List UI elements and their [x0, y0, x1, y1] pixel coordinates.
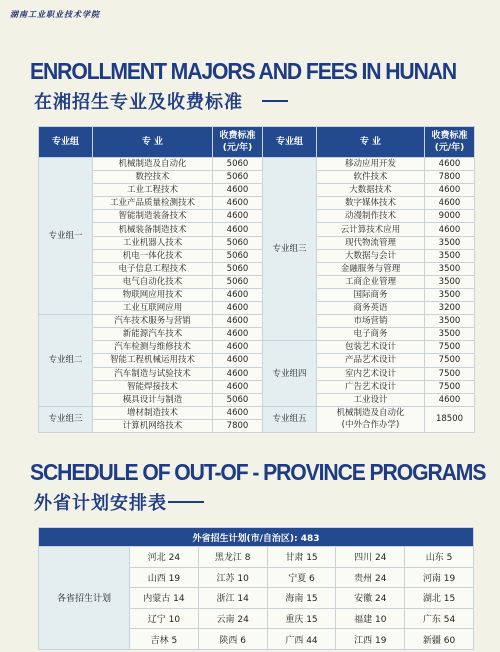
province-quota: 甘肃 15 — [267, 547, 336, 568]
major-fee: 5060 — [213, 171, 263, 184]
province-quota: 山东 5 — [405, 547, 474, 568]
table-row — [39, 380, 475, 393]
header-major-left: 专 业 — [93, 127, 213, 158]
major-name: 工业机器人技术 — [93, 236, 213, 249]
major-fee: 7500 — [425, 354, 475, 367]
table-row — [39, 236, 475, 249]
major-fee: 7500 — [425, 341, 475, 354]
header-major-right: 专 业 — [317, 127, 425, 158]
major-fee: 4600 — [213, 223, 263, 236]
table-row — [39, 547, 474, 568]
table-row — [39, 171, 475, 184]
out-of-province-table — [38, 527, 474, 650]
province-quota: 广西 44 — [267, 629, 336, 650]
major-name: 增材制造技术 — [93, 406, 213, 419]
province-quota: 湖北 15 — [405, 588, 474, 609]
province-quota: 新疆 60 — [405, 629, 474, 650]
major-name: 大数据技术 — [317, 184, 425, 197]
major-name: 室内艺术设计 — [317, 367, 425, 380]
province-quota: 江西 19 — [336, 629, 405, 650]
major-name-line1: 机械制造及自动化 — [336, 408, 405, 419]
group-label: 专业组二 — [39, 315, 93, 407]
major-name: 工业工程技术 — [93, 184, 213, 197]
table-row — [39, 158, 475, 171]
major-fee: 5060 — [213, 275, 263, 288]
header-group-left: 专业组 — [39, 127, 93, 158]
major-fee: 4600 — [425, 393, 475, 406]
major-fee: 7500 — [425, 367, 475, 380]
group-label: 专业组三 — [263, 158, 317, 341]
major-fee: 7500 — [425, 380, 475, 393]
major-fee: 7800 — [213, 419, 263, 432]
major-fee: 4600 — [213, 354, 263, 367]
major-name: 金融服务与管理 — [317, 262, 425, 275]
major-fee: 4600 — [425, 223, 475, 236]
major-name — [317, 406, 425, 432]
major-name: 包装艺术设计 — [317, 341, 425, 354]
header-group-right: 专业组 — [263, 127, 317, 158]
header-fee-right — [425, 127, 475, 158]
major-name: 汽车制造与试验技术 — [93, 367, 213, 380]
province-quota: 安徽 24 — [336, 588, 405, 609]
major-fee: 5060 — [213, 158, 263, 171]
major-fee: 4600 — [213, 288, 263, 301]
table-row — [39, 184, 475, 197]
province-quota: 云南 24 — [198, 608, 267, 629]
province-quota: 浙江 14 — [198, 588, 267, 609]
major-name: 国际商务 — [317, 288, 425, 301]
header-fee-unit: (元/年) — [222, 143, 253, 153]
major-name: 数字媒体技术 — [317, 197, 425, 210]
major-fee: 4600 — [213, 367, 263, 380]
major-name: 物联网应用技术 — [93, 288, 213, 301]
table-row — [39, 367, 475, 380]
province-quota: 四川 24 — [336, 547, 405, 568]
major-name: 电子商务 — [317, 328, 425, 341]
major-name: 机械装备制造技术 — [93, 223, 213, 236]
province-quota: 广东 54 — [405, 608, 474, 629]
major-fee: 9000 — [425, 210, 475, 223]
major-name: 软件技术 — [317, 171, 425, 184]
province-quota: 吉林 5 — [130, 629, 199, 650]
province-quota: 河南 19 — [405, 567, 474, 588]
group-label: 专业组三 — [39, 406, 93, 432]
major-fee: 7800 — [425, 171, 475, 184]
major-name: 机电一体化技术 — [93, 249, 213, 262]
major-name: 模具设计与制造 — [93, 393, 213, 406]
table-row — [39, 197, 475, 210]
major-fee: 4600 — [213, 184, 263, 197]
group-label: 专业组一 — [39, 158, 93, 315]
major-name: 智能焊接技术 — [93, 380, 213, 393]
out-of-province-body — [39, 547, 474, 650]
major-name: 智能工程机械运用技术 — [93, 354, 213, 367]
table-row — [39, 302, 475, 315]
province-quota: 福建 10 — [336, 608, 405, 629]
major-fee: 4600 — [213, 315, 263, 328]
header-fee-unit: (元/年) — [434, 143, 465, 153]
major-fee: 5060 — [213, 393, 263, 406]
table-row — [39, 354, 475, 367]
table-row — [39, 406, 475, 419]
major-fee: 4600 — [213, 328, 263, 341]
major-fee: 18500 — [425, 406, 475, 432]
major-fee: 5060 — [213, 236, 263, 249]
major-fee: 4600 — [213, 302, 263, 315]
table-row — [39, 223, 475, 236]
province-quota: 重庆 15 — [267, 608, 336, 629]
group-label: 专业组四 — [263, 341, 317, 406]
major-name: 工业设计 — [317, 393, 425, 406]
header-fee-label: 收费标准 — [219, 131, 256, 141]
major-fee: 3500 — [425, 275, 475, 288]
major-fee: 4600 — [213, 380, 263, 393]
major-fee: 4600 — [213, 197, 263, 210]
major-name: 计算机网络技术 — [93, 419, 213, 432]
major-fee: 4600 — [213, 341, 263, 354]
major-fee: 4600 — [213, 406, 263, 419]
table-row — [39, 262, 475, 275]
major-name: 动漫制作技术 — [317, 210, 425, 223]
major-fee: 3500 — [425, 328, 475, 341]
section2-title-rule — [168, 501, 204, 503]
major-name: 产品艺术设计 — [317, 354, 425, 367]
major-name: 数控技术 — [93, 171, 213, 184]
major-name: 电气自动化技术 — [93, 275, 213, 288]
table-row — [39, 315, 475, 328]
province-quota: 陕西 6 — [198, 629, 267, 650]
province-quota: 宁夏 6 — [267, 567, 336, 588]
section1-title-rule — [262, 100, 288, 102]
major-name: 移动应用开发 — [317, 158, 425, 171]
province-quota: 海南 15 — [267, 588, 336, 609]
major-name: 工商企业管理 — [317, 275, 425, 288]
major-name: 新能源汽车技术 — [93, 328, 213, 341]
major-name: 广告艺术设计 — [317, 380, 425, 393]
major-fee: 5060 — [213, 249, 263, 262]
header-fee-left — [213, 127, 263, 158]
province-quota: 江苏 10 — [198, 567, 267, 588]
header-fee-label: 收费标准 — [431, 131, 468, 141]
major-name: 工业产品质量检测技术 — [93, 197, 213, 210]
section1-title-en: ENROLLMENT MAJORS AND FEES IN HUNAN — [30, 58, 457, 84]
major-fee: 4600 — [425, 197, 475, 210]
major-name: 电子信息工程技术 — [93, 262, 213, 275]
major-fee: 4600 — [425, 184, 475, 197]
table-row — [39, 393, 475, 406]
major-name: 市场营销 — [317, 315, 425, 328]
section2-title-en: SCHEDULE OF OUT-OF - PROVINCE PROGRAMS — [30, 459, 486, 485]
major-name: 大数据与会计 — [317, 249, 425, 262]
province-quota: 内蒙古 14 — [130, 588, 199, 609]
major-name: 现代物流管理 — [317, 236, 425, 249]
majors-fees-table — [38, 126, 475, 433]
major-fee: 3200 — [425, 302, 475, 315]
province-quota: 辽宁 10 — [130, 608, 199, 629]
major-name: 商务英语 — [317, 302, 425, 315]
major-fee: 3500 — [425, 249, 475, 262]
table-row — [39, 288, 475, 301]
major-fee: 3500 — [425, 262, 475, 275]
majors-fees-body — [39, 158, 475, 433]
major-name: 汽车技术服务与营销 — [93, 315, 213, 328]
major-fee: 4600 — [425, 158, 475, 171]
out-of-province-header: 外省招生计划(市/自治区): 483 — [39, 528, 474, 547]
province-quota: 贵州 24 — [336, 567, 405, 588]
major-fee: 5060 — [213, 262, 263, 275]
province-quota: 黑龙江 8 — [198, 547, 267, 568]
major-fee: 3500 — [425, 288, 475, 301]
section1-title-zh: 在湘招生专业及收费标准 — [34, 92, 243, 113]
major-name: 工业互联网应用 — [93, 302, 213, 315]
major-name: 汽车检测与维修技术 — [93, 341, 213, 354]
province-quota: 山西 19 — [130, 567, 199, 588]
group-label: 专业组五 — [263, 406, 317, 432]
major-name: 智能制造装备技术 — [93, 210, 213, 223]
table-row — [39, 328, 475, 341]
school-name: 湖南工业职业技术学院 — [10, 9, 100, 19]
table-row — [39, 341, 475, 354]
province-quota: 河北 24 — [130, 547, 199, 568]
section2-title-zh: 外省计划安排表 — [34, 493, 167, 514]
major-fee: 4600 — [213, 210, 263, 223]
table-row — [39, 275, 475, 288]
major-fee: 3500 — [425, 315, 475, 328]
table-row — [39, 210, 475, 223]
row-label: 各省招生计划 — [39, 547, 130, 650]
major-name: 云计算技术应用 — [317, 223, 425, 236]
major-name-line2: (中外合作办学) — [341, 420, 400, 431]
major-fee: 3500 — [425, 236, 475, 249]
major-name: 机械制造及自动化 — [93, 158, 213, 171]
table-row — [39, 249, 475, 262]
